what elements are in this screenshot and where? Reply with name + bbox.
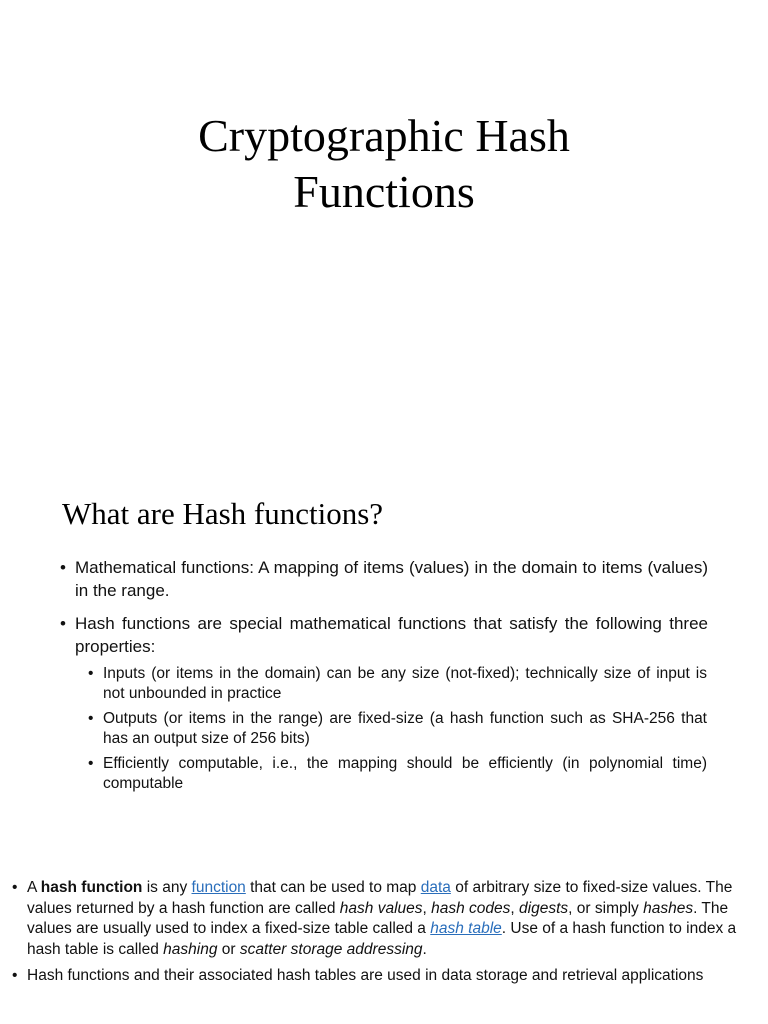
function-link[interactable]: function	[191, 879, 246, 896]
text-span: , or simply	[568, 899, 644, 917]
text-span: .	[422, 940, 427, 958]
text-span: that can be used to map	[245, 879, 421, 896]
detail-slide	[0, 840, 768, 1024]
bullet-item: • Mathematical functions: A mapping of items (values) in the domain to items (values) in the range.	[62, 556, 708, 602]
term-italic: hashing	[163, 940, 218, 958]
text-span: of arbitrary size to fixed-size values. The values returned by a hash function are called	[27, 879, 733, 917]
slide-title-line-2: Functions	[293, 166, 475, 217]
slide-title	[84, 108, 684, 220]
text-span: ,	[510, 899, 520, 917]
term-bold: hash function	[40, 879, 143, 896]
slide-heading: What are Hash functions?	[62, 496, 384, 531]
term-italic: hash values	[339, 899, 423, 917]
bullet-item	[14, 878, 738, 960]
bullet-item	[62, 612, 708, 658]
sub-bullet-list	[90, 664, 707, 794]
text-span: . Use of a hash function to index a hash table is called	[27, 920, 737, 958]
hash-table-link[interactable]: hash table	[430, 920, 502, 937]
term-italic: digests	[519, 899, 569, 917]
bullet-item: • Hash functions and their associated hash tables are used in data storage and retrieval applications	[14, 966, 738, 987]
bullet-list	[14, 878, 738, 987]
definition-slide	[0, 300, 768, 840]
term-italic: hashes	[643, 899, 694, 917]
bullet-list	[62, 556, 708, 602]
title-slide	[0, 0, 768, 300]
bullet-text: Hash functions are special mathematical functions that satisfy the following three properties:	[75, 614, 708, 656]
sub-bullet-item: • Outputs (or items in the range) are fixed-size (a hash function such as SHA-256 that has an output size of 256 bits)	[90, 709, 707, 749]
text-span: ,	[422, 899, 432, 917]
term-italic: hash codes	[431, 899, 511, 917]
sub-bullet-item: • Inputs (or items in the domain) can be any size (not-fixed); technically size of input is not unbounded in practice	[90, 664, 707, 704]
bullet-list	[62, 612, 708, 658]
text-span: or	[217, 940, 240, 958]
sub-bullet-item: • Efficiently computable, i.e., the mapping should be efficiently (in polynomial time) computable	[90, 754, 707, 794]
text-span: is any	[142, 879, 192, 896]
text-span: A	[27, 879, 41, 896]
slide-title-line-1: Cryptographic Hash	[198, 110, 570, 161]
term-italic: scatter storage addressing	[239, 940, 423, 958]
text-span: . The values are usually used to index a fixed-size table called a	[27, 899, 729, 937]
data-link[interactable]: data	[420, 879, 451, 896]
